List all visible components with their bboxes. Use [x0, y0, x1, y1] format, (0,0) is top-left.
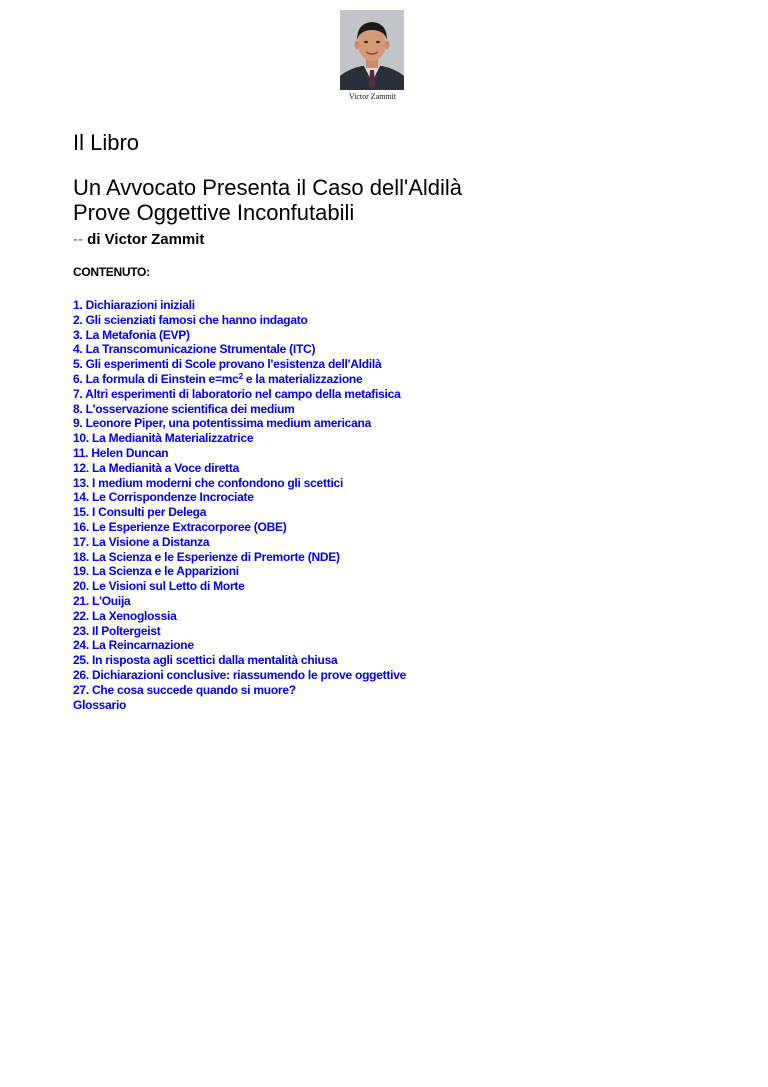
toc-link-9[interactable]: 9. Leonore Piper, una potentissima medium americana [73, 416, 372, 431]
author-photo [340, 10, 404, 90]
toc-link-6[interactable] [73, 372, 362, 386]
toc-item [73, 594, 406, 609]
toc-link-7[interactable]: 7. Altri esperimenti di laboratorio nel campo della metafisica [73, 386, 401, 401]
toc-item [73, 476, 406, 491]
author-portrait-image [340, 10, 404, 90]
toc-link-21[interactable]: 21. L'Ouija [73, 593, 131, 608]
toc-item [73, 624, 406, 639]
toc-link-19[interactable]: 19. La Scienza e le Apparizioni [73, 564, 239, 579]
toc-item [73, 668, 406, 683]
toc-item [73, 564, 406, 579]
toc-item [73, 387, 406, 402]
toc-link-14[interactable]: 14. Le Corrispondenze Incrociate [73, 490, 254, 505]
toc-link-23[interactable]: 23. Il Poltergeist [73, 623, 161, 638]
toc-link-22[interactable]: 22. La Xenoglossia [73, 608, 177, 623]
toc-item [73, 683, 406, 698]
toc-item [73, 342, 406, 357]
author-dash: -- [73, 231, 83, 248]
toc-link-24[interactable]: 24. La Reincarnazione [73, 638, 194, 653]
toc-item [73, 431, 406, 446]
toc-item [73, 357, 406, 372]
toc-link-8[interactable]: 8. L'osservazione scientifica dei medium [73, 401, 295, 416]
toc-link-3[interactable]: 3. La Metafonia (EVP) [73, 327, 190, 342]
toc-link-25[interactable]: 25. In risposta agli scettici dalla mentalità chiusa [73, 653, 338, 668]
toc-item [73, 490, 406, 505]
toc-link-6-text-end: e la materializzazione [242, 371, 363, 386]
superscript-two: 2 [238, 371, 243, 381]
toc-item [73, 550, 406, 565]
toc-item [73, 609, 406, 624]
toc-link-4[interactable]: 4. La Transcomunicazione Strumentale (ITC) [73, 342, 316, 357]
table-of-contents [73, 298, 406, 712]
toc-item [73, 505, 406, 520]
toc-item [73, 298, 406, 313]
toc-item [73, 402, 406, 417]
toc-item [73, 638, 406, 653]
toc-link-10[interactable]: 10. La Medianità Materializzatrice [73, 431, 254, 446]
toc-item [73, 653, 406, 668]
toc-link-6-text: 6. La formula di Einstein e=mc [73, 371, 239, 386]
book-title-line-1: Un Avvocato Presenta il Caso dell'Aldilà [73, 175, 463, 200]
toc-link-13[interactable]: 13. I medium moderni che confondono gli scettici [73, 475, 344, 490]
toc-item [73, 416, 406, 431]
toc-item [73, 535, 406, 550]
toc-link-27[interactable]: 27. Che cosa succede quando si muore? [73, 682, 296, 697]
toc-item [73, 579, 406, 594]
toc-link-glossary[interactable]: Glossario [73, 697, 127, 712]
toc-link-17[interactable]: 17. La Visione a Distanza [73, 534, 210, 549]
toc-link-5[interactable]: 5. Gli esperimenti di Scole provano l'esistenza dell'Aldilà [73, 357, 382, 372]
toc-item [73, 698, 406, 713]
toc-item [73, 328, 406, 343]
book-heading: Il Libro [73, 130, 140, 155]
author-byline [73, 230, 204, 249]
toc-link-15[interactable]: 15. I Consulti per Delega [73, 505, 207, 520]
toc-item [73, 372, 406, 387]
toc-link-2[interactable]: 2. Gli scienziati famosi che hanno indagato [73, 312, 308, 327]
photo-caption: Victor Zammit [348, 92, 397, 101]
toc-link-12[interactable]: 12. La Medianità a Voce diretta [73, 460, 240, 475]
toc-item [73, 461, 406, 476]
toc-link-1[interactable]: 1. Dichiarazioni iniziali [73, 298, 195, 312]
toc-link-16[interactable]: 16. Le Esperienze Extracorporee (OBE) [73, 519, 287, 534]
book-title [73, 175, 462, 225]
toc-item [73, 313, 406, 328]
author-photo-figure [339, 10, 406, 105]
author-name: di Victor Zammit [87, 231, 205, 248]
book-title-line-2: Prove Oggettive Inconfutabili [73, 200, 355, 225]
toc-item [73, 520, 406, 535]
toc-link-20[interactable]: 20. Le Visioni sul Letto di Morte [73, 579, 245, 594]
contents-label: CONTENUTO: [73, 265, 150, 279]
toc-link-18[interactable]: 18. La Scienza e le Esperienze di Premorte (NDE) [73, 549, 340, 564]
toc-link-11[interactable]: 11. Helen Duncan [73, 445, 169, 460]
toc-link-26[interactable]: 26. Dichiarazioni conclusive: riassumendo le prove oggettive [73, 667, 407, 682]
toc-item [73, 446, 406, 461]
